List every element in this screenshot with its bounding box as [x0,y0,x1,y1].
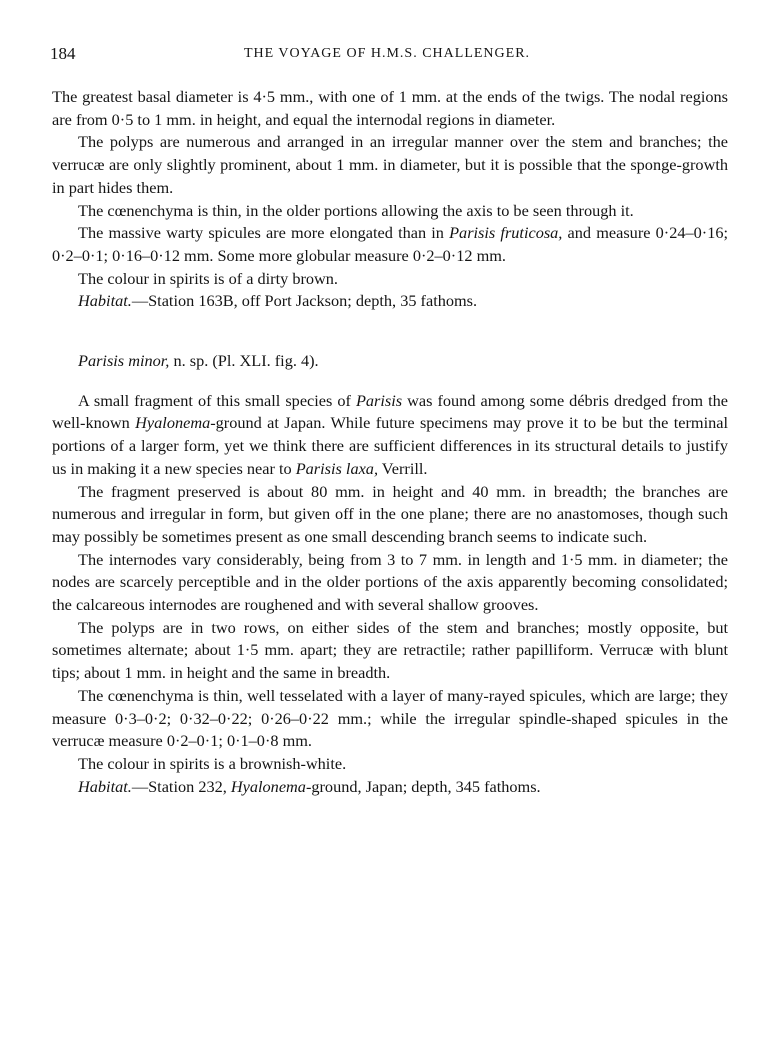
text-run: —Station 232, [131,776,231,796]
text-run: was found among some débris dredged from the well-known [52,390,728,433]
paragraph [52,390,728,481]
genus-name: Parisis [355,390,403,410]
genus-name: Hyalonema [135,413,211,433]
species-heading-rest: n. sp. (Pl. XLI. fig. 4). [169,351,319,371]
text-run: , off Port Jackson; depth, 35 fathoms. [233,291,478,311]
paragraph: The cœnenchyma is thin, well tesselated with a layer of many-rayed spicules, which are large; they measure 0·3–0·2; 0·32–0·22; 0·26–0·22 mm.; while the irregular spindle-shaped spicules in the verrucæ measure 0·2–0·1; 0·1–0·8 mm. [52,685,728,751]
genus-name: Hyalonema [230,776,306,796]
text-run: -ground at Japan. While future specimens may prove it to be but the terminal portions of a larger form, yet we think there are sufficient differences in its structural details to justify us in making it a new species near to [52,413,729,478]
paragraph: The colour in spirits is a brownish-white. [78,753,347,773]
body-text [52,86,728,798]
species-heading-name: Parisis minor, [78,351,170,371]
text-run: and measure 0·24–0·16; 0·2–0·1; 0·16–0·12 mm. Some more globular measure 0·2–0·12 mm. [52,223,728,265]
species-name: Parisis fruticosa, [449,223,563,243]
paragraph: The cœnenchyma is thin, in the older portions allowing the axis to be seen through it. [78,200,634,220]
text-run: Verrill. [378,458,428,478]
text-run: The massive warty spicules are more elongated than in [78,223,450,243]
paragraph: The polyps are in two rows, on either sides of the stem and branches; mostly opposite, but sometimes alternate; about 1·5 mm. apart; they are retractile; rather papilliform. Verrucæ with blunt tips; about 1 mm. in height and the same in breadth. [52,617,728,683]
habitat-paragraph [52,290,728,313]
paragraph: The polyps are numerous and arranged in an irregular manner over the stem and branches; the verrucæ are only slightly prominent, about 1 mm. in diameter, but it is possible that the sponge-growth in part hides them. [52,132,728,197]
habitat-label: Habitat. [78,291,132,311]
paragraph: The internodes vary considerably, being from 3 to 7 mm. in length and 1·5 mm. in diameter; the nodes are scarcely perceptible and in the older portions of the axis apparently becoming consolidated; the calcareous internodes are roughened and with several shallow grooves. [52,549,728,615]
habitat-paragraph [52,776,728,799]
page-header [50,44,724,68]
paragraph [52,222,728,267]
text-run: —Station 163 [131,291,223,311]
species-heading [52,350,728,373]
paragraph: The fragment preserved is about 80 mm. in height and 40 mm. in breadth; the branches are numerous and irregular in form, but given off in the one plane; there are no anastomoses, though such may possibly be sometimes present as one small descending branch seems to indicate such. [52,481,728,546]
station-suffix: B [222,291,234,311]
species-name: Parisis laxa, [295,458,379,478]
page-number: 184 [50,44,76,63]
paragraph: The greatest basal diameter is 4·5 mm., with one of 1 mm. at the ends of the twigs. The nodal regions are from 0·5 to 1 mm. in height, and equal the internodal regions in diameter. [52,87,728,129]
text-run: -ground, Japan; depth, 345 fathoms. [305,776,541,796]
running-title: THE VOYAGE OF H.M.S. CHALLENGER. [243,46,531,61]
paragraph: The colour in spirits is of a dirty brown. [78,268,339,288]
habitat-label: Habitat. [78,776,132,796]
text-run: A small fragment of this small species of [78,390,356,410]
